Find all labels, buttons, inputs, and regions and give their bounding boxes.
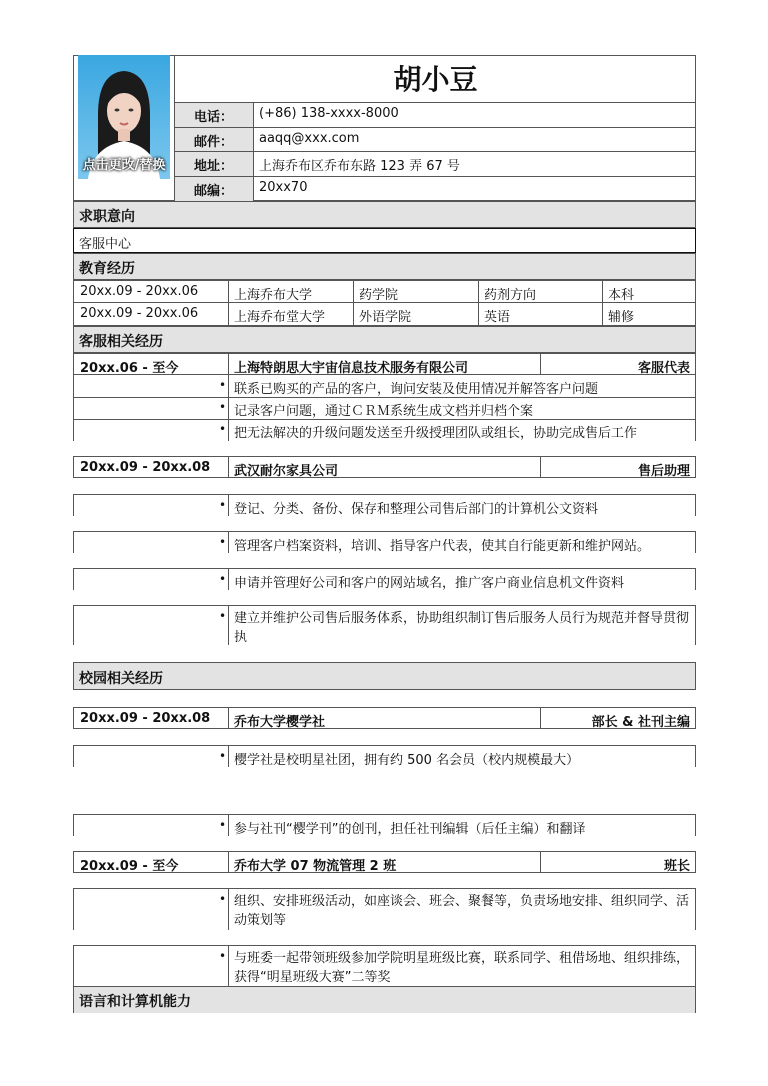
bullet-icon: • xyxy=(219,818,227,832)
job-role: 客服代表 xyxy=(637,361,690,376)
job-role: 售后助理 xyxy=(637,464,690,479)
divider xyxy=(228,375,229,441)
service-heading: 客服相关经历 xyxy=(79,334,163,350)
divider xyxy=(228,945,229,987)
job-bullet: 把无法解决的升级问题发送至升级授理团队或组长，协助完成售后工作 xyxy=(234,426,638,441)
job-period: 20xx.09 - 至今 xyxy=(80,859,179,874)
objective-heading: 求职意向 xyxy=(79,209,135,225)
job-org: 武汉耐尔家具公司 xyxy=(234,464,339,479)
edu-school: 上海乔布堂大学 xyxy=(234,310,326,325)
bullet-icon: • xyxy=(219,400,227,414)
profile-photo[interactable] xyxy=(78,55,170,179)
service-heading-bar xyxy=(73,326,696,353)
edu-college: 外语学院 xyxy=(359,310,412,325)
bullet-icon: • xyxy=(219,949,227,963)
job-period: 20xx.09 - 20xx.08 xyxy=(80,460,211,475)
divider xyxy=(228,605,229,645)
job-bullet: 管理客户档案资料，培训、指导客户代表，使其自行能更新和维护网站。 xyxy=(234,539,651,554)
phone-value: (+86) 138-xxxx-8000 xyxy=(259,106,399,121)
divider xyxy=(228,353,229,375)
job-bullet: 参与社刊“樱学刊”的创刊，担任社刊编辑（后任主编）和翻译 xyxy=(234,822,586,837)
divider xyxy=(228,531,229,553)
skills-heading: 语言和计算机能力 xyxy=(79,994,191,1010)
bullet-icon: • xyxy=(219,498,227,512)
edu-degree: 辅修 xyxy=(608,310,635,325)
campus-heading-bar xyxy=(73,662,696,690)
divider xyxy=(602,280,603,326)
objective-heading-bar xyxy=(73,201,696,228)
job-org: 上海特朗思大宇宙信息技术服务有限公司 xyxy=(234,361,469,376)
bullet-icon: • xyxy=(219,572,227,586)
email-label: 邮件： xyxy=(194,135,234,150)
edu-period: 20xx.09 - 20xx.06 xyxy=(80,306,199,321)
divider xyxy=(228,888,229,930)
job-org: 乔布大学 07 物流管理 2 班 xyxy=(234,859,397,874)
divider xyxy=(73,419,696,420)
objective-box xyxy=(73,228,696,253)
job-bullet: 樱学社是校明星社团，拥有约 500 名会员（校内规模最大） xyxy=(234,753,580,768)
zip-label: 邮编： xyxy=(194,184,234,199)
bullet-icon: • xyxy=(219,749,227,763)
divider xyxy=(73,397,696,398)
job-bullet: 联系已购买的产品的客户，询问安装及使用情况并解答客户问题 xyxy=(234,382,599,397)
address-value: 上海乔布区乔布东路 123 弄 67 号 xyxy=(259,159,460,174)
divider xyxy=(353,280,354,326)
job-bullet: 记录客户问题，通过ＣＲＭ系统生成文档并归档个案 xyxy=(234,404,534,419)
divider xyxy=(228,814,229,836)
divider xyxy=(228,745,229,767)
divider xyxy=(174,176,696,177)
bullet-icon: • xyxy=(219,378,227,392)
education-heading-bar xyxy=(73,253,696,280)
job-role: 班长 xyxy=(663,859,690,874)
education-heading: 教育经历 xyxy=(79,261,135,277)
job-period: 20xx.09 - 20xx.08 xyxy=(80,711,211,726)
divider xyxy=(174,151,696,152)
objective-value: 客服中心 xyxy=(79,237,132,252)
divider xyxy=(228,280,229,326)
bullet-icon: • xyxy=(219,892,227,906)
job-bullet: 组织、安排班级活动，如座谈会、班会、聚餐等，负责场地安排、组织同学、活动策划等 xyxy=(234,894,690,928)
bullet-icon: • xyxy=(219,422,227,436)
campus-heading: 校园相关经历 xyxy=(79,671,163,687)
edu-school: 上海乔布大学 xyxy=(234,288,313,303)
job-bullet: 登记、分类、备份、保存和整理公司售后部门的计算机公文资料 xyxy=(234,502,599,517)
divider xyxy=(478,280,479,326)
edu-period: 20xx.09 - 20xx.06 xyxy=(80,284,199,299)
job-period: 20xx.06 - 至今 xyxy=(80,361,179,376)
bullet-icon: • xyxy=(219,535,227,549)
photo-caption[interactable]: 点击更改/替换 xyxy=(82,158,166,173)
job-bullet: 与班委一起带领班级参加学院明星班级比赛，联系同学、租借场地、组织排练，获得“明星班级大赛”二等奖 xyxy=(234,951,690,985)
address-label: 地址： xyxy=(194,159,234,174)
edu-college: 药学院 xyxy=(359,288,399,303)
edu-major: 英语 xyxy=(484,310,511,325)
job-role: 部长 & 社刊主编 xyxy=(591,715,690,730)
phone-label: 电话： xyxy=(194,110,234,125)
divider xyxy=(228,707,229,729)
divider xyxy=(228,568,229,590)
divider xyxy=(228,851,229,873)
divider xyxy=(228,456,229,478)
zip-value: 20xx70 xyxy=(259,180,308,195)
job-org: 乔布大学樱学社 xyxy=(234,715,326,730)
bullet-icon: • xyxy=(219,609,227,623)
email-value: aaqq@xxx.com xyxy=(259,131,360,146)
divider xyxy=(174,127,696,128)
page-title: 胡小豆 xyxy=(393,63,478,96)
job-bullet: 申请并管理好公司和客户的网站域名，推广客户商业信息机文件资料 xyxy=(234,576,625,591)
job-bullet: 建立并维护公司售后服务体系，协助组织制订售后服务人员行为规范并督导贯彻执 xyxy=(234,611,690,645)
edu-major: 药剂方向 xyxy=(484,288,537,303)
edu-degree: 本科 xyxy=(608,288,635,303)
divider xyxy=(228,494,229,516)
